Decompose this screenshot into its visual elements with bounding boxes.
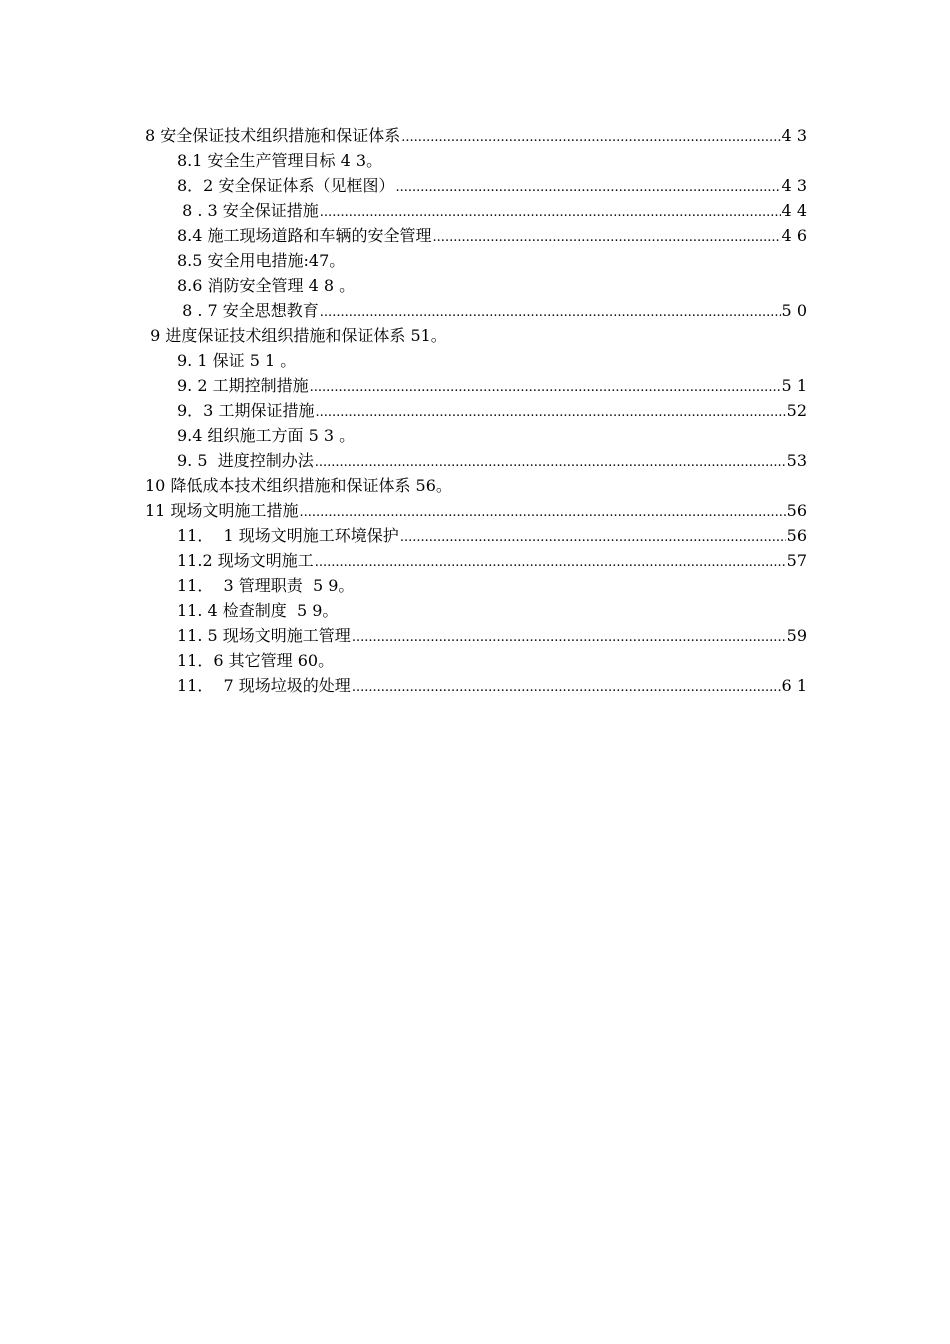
toc-page-number: 4 4 [781, 201, 807, 220]
toc-entry-title: 8 . 7 安全思想教育 [177, 301, 319, 320]
toc-entry[interactable] [0, 423, 950, 448]
toc-entry-content [177, 448, 807, 475]
toc-entry-title: 8．2 安全保证体系（见框图） [177, 176, 395, 195]
toc-dot-leader [395, 175, 780, 200]
toc-entry[interactable] [0, 398, 950, 423]
toc-entry[interactable] [0, 248, 950, 273]
table-of-contents [0, 123, 950, 698]
toc-entry-content [177, 398, 807, 425]
toc-entry-title: 9．3 工期保证措施 [177, 401, 315, 420]
toc-entry-title: 8 安全保证技术组织措施和保证体系 [145, 126, 401, 145]
toc-dot-leader [315, 550, 786, 575]
toc-entry-content [177, 573, 354, 598]
toc-entry-title: 8.1 安全生产管理目标 4 3。 [177, 151, 383, 170]
toc-dot-leader [299, 500, 785, 525]
toc-entry[interactable] [0, 273, 950, 298]
toc-entry-content [177, 198, 807, 225]
toc-entry-content [177, 423, 355, 448]
toc-entry-title: 8.4 施工现场道路和车辆的安全管理 [177, 226, 432, 245]
toc-entry-content [177, 223, 807, 250]
toc-dot-leader [315, 400, 785, 425]
toc-entry-content [177, 598, 338, 623]
toc-entry-content [177, 248, 345, 273]
toc-entry[interactable] [0, 648, 950, 673]
toc-entry-title: 11. 5 现场文明施工管理 [177, 626, 351, 645]
toc-page-number: 5 0 [781, 301, 807, 320]
toc-entry[interactable] [0, 498, 950, 523]
toc-entry[interactable] [0, 148, 950, 173]
toc-dot-leader [352, 675, 781, 700]
toc-dot-leader [401, 125, 780, 150]
toc-dot-leader [400, 525, 786, 550]
toc-entry-content [177, 523, 807, 550]
toc-entry-title: 10 降低成本技术组织措施和保证体系 56。 [145, 476, 452, 495]
toc-entry[interactable] [0, 173, 950, 198]
toc-page-number: 4 6 [781, 226, 807, 245]
toc-entry[interactable] [0, 323, 950, 348]
toc-entry[interactable] [0, 623, 950, 648]
toc-entry[interactable] [0, 223, 950, 248]
toc-entry-title: 9. 2 工期控制措施 [177, 376, 309, 395]
toc-page-number: 5 1 [781, 376, 807, 395]
toc-dot-leader [320, 200, 781, 225]
toc-entry[interactable] [0, 198, 950, 223]
toc-entry-title: 11． 7 现场垃圾的处理 [177, 676, 351, 695]
toc-entry-content [177, 648, 334, 673]
toc-entry-content [177, 173, 807, 200]
toc-entry-content [177, 673, 807, 700]
toc-entry-title: 9 进度保证技术组织措施和保证体系 51。 [145, 326, 447, 345]
toc-page-number: 4 3 [781, 126, 807, 145]
toc-entry-content [177, 373, 807, 400]
toc-dot-leader [352, 625, 786, 650]
toc-entry-title: 8 . 3 安全保证措施 [177, 201, 319, 220]
toc-entry[interactable] [0, 673, 950, 698]
toc-page-number: 59 [786, 626, 807, 645]
toc-entry-content [177, 348, 296, 373]
toc-entry-title: 11.2 现场文明施工 [177, 551, 314, 570]
toc-entry-content [177, 298, 807, 325]
toc-entry-title: 11. 4 检查制度 5 9。 [177, 601, 339, 620]
toc-page-number: 57 [786, 551, 807, 570]
toc-entry-content [145, 123, 807, 150]
toc-entry-content [145, 498, 807, 525]
toc-entry[interactable] [0, 448, 950, 473]
toc-entry-title: 8.6 消防安全管理 4 8 。 [177, 276, 356, 295]
toc-entry[interactable] [0, 573, 950, 598]
toc-entry-content [177, 273, 355, 298]
toc-page-number: 56 [786, 501, 807, 520]
toc-entry-title: 9. 1 保证 5 1 。 [177, 351, 297, 370]
toc-entry-content [145, 473, 452, 498]
toc-entry[interactable] [0, 523, 950, 548]
toc-entry-title: 11． 1 现场文明施工环境保护 [177, 526, 399, 545]
toc-entry-title: 9. 5 进度控制办法 [177, 451, 314, 470]
toc-entry[interactable] [0, 348, 950, 373]
toc-entry-title: 11 现场文明施工措施 [145, 501, 299, 520]
toc-page-number: 52 [786, 401, 807, 420]
toc-entry[interactable] [0, 373, 950, 398]
toc-entry-title: 11．6 其它管理 60。 [177, 651, 335, 670]
toc-entry[interactable] [0, 473, 950, 498]
toc-page-number: 4 3 [781, 176, 807, 195]
toc-dot-leader [433, 225, 781, 250]
toc-dot-leader [320, 300, 781, 325]
toc-page-number: 56 [786, 526, 807, 545]
toc-entry-content [177, 148, 382, 173]
toc-dot-leader [310, 375, 781, 400]
toc-entry-title: 11． 3 管理职责 5 9。 [177, 576, 355, 595]
toc-entry[interactable] [0, 598, 950, 623]
toc-entry-content [177, 623, 807, 650]
toc-entry-title: 8.5 安全用电措施:47。 [177, 251, 346, 270]
toc-page-number: 6 1 [781, 676, 807, 695]
toc-dot-leader [315, 450, 786, 475]
toc-page-number: 53 [786, 451, 807, 470]
toc-entry-content [145, 323, 447, 348]
toc-entry-title: 9.4 组织施工方面 5 3 。 [177, 426, 356, 445]
toc-entry-content [177, 548, 807, 575]
toc-entry[interactable] [0, 298, 950, 323]
toc-entry[interactable] [0, 548, 950, 573]
toc-entry[interactable] [0, 123, 950, 148]
